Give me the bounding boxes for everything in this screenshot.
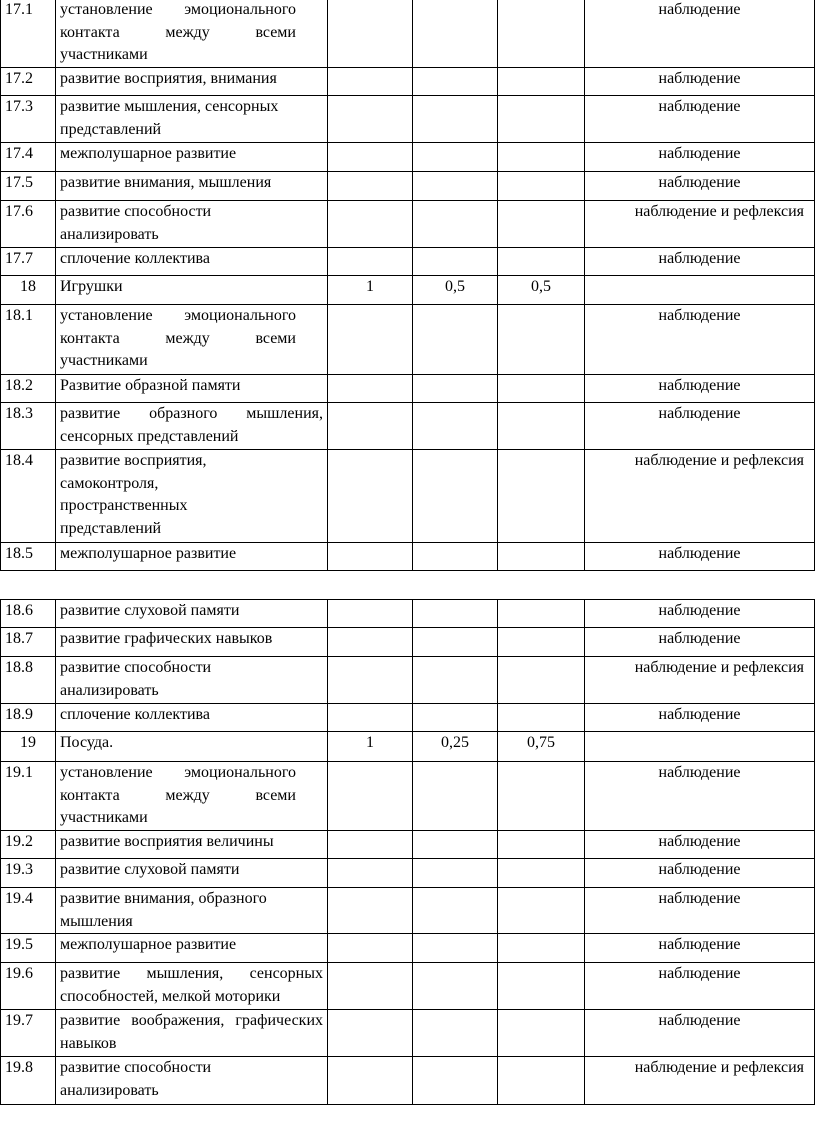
total-hours-cell <box>328 628 413 657</box>
row-topic-text: развитие способности анализировать <box>60 1059 212 1099</box>
practice-hours-cell <box>498 1057 585 1105</box>
row-topic-text: развитие способности анализировать <box>60 203 212 243</box>
row-topic: развитие восприятия величины <box>56 831 328 859</box>
control-form-cell: наблюдение <box>585 0 815 68</box>
row-topic <box>56 201 328 248</box>
row-topic <box>56 762 328 831</box>
practice-hours-cell <box>498 628 585 657</box>
row-topic-text: установление эмоционального контакта между всеми участниками <box>60 307 296 369</box>
theory-hours-cell <box>413 1010 498 1057</box>
control-form-cell: наблюдение и рефлексия <box>585 1057 815 1105</box>
control-form-cell: наблюдение <box>585 172 815 201</box>
total-hours-cell <box>328 201 413 248</box>
row-topic <box>56 1010 328 1057</box>
total-hours-cell: 1 <box>328 276 413 305</box>
total-hours-cell <box>328 375 413 403</box>
program-table-part-2 <box>0 599 815 1105</box>
table-row <box>1 305 815 375</box>
table-row <box>1 888 815 934</box>
control-form-cell: наблюдение и рефлексия <box>585 450 815 543</box>
control-form-cell: наблюдение <box>585 403 815 450</box>
theory-hours-cell <box>413 600 498 628</box>
row-number: 19.7 <box>1 1010 56 1057</box>
row-topic-text: установление эмоционального контакта между всеми участниками <box>60 1 296 63</box>
theory-hours-cell <box>413 934 498 963</box>
table-row <box>1 934 815 963</box>
table-row <box>1 963 815 1010</box>
table-row <box>1 831 815 859</box>
row-number: 19.4 <box>1 888 56 934</box>
table-row <box>1 1057 815 1105</box>
practice-hours-cell <box>498 963 585 1010</box>
control-form-cell: наблюдение <box>585 375 815 403</box>
practice-hours-cell <box>498 172 585 201</box>
practice-hours-cell: 0,75 <box>498 732 585 762</box>
row-topic <box>56 0 328 68</box>
control-form-cell: наблюдение <box>585 934 815 963</box>
control-form-cell: наблюдение <box>585 305 815 375</box>
total-hours-cell <box>328 248 413 276</box>
row-topic: Развитие образной памяти <box>56 375 328 403</box>
row-number: 17.5 <box>1 172 56 201</box>
theory-hours-cell <box>413 450 498 543</box>
table-row <box>1 859 815 888</box>
control-form-cell: наблюдение <box>585 704 815 732</box>
row-number: 18 <box>1 276 56 305</box>
row-topic: развитие мышления, сенсорных способностей, мелкой моторики <box>56 963 328 1010</box>
theory-hours-cell <box>413 657 498 704</box>
control-form-cell: наблюдение <box>585 628 815 657</box>
row-topic: развитие восприятия, внимания <box>56 68 328 96</box>
practice-hours-cell <box>498 762 585 831</box>
practice-hours-cell <box>498 831 585 859</box>
row-topic-text: установление эмоционального контакта между всеми участниками <box>60 764 296 826</box>
table-row <box>1 403 815 450</box>
total-hours-cell <box>328 450 413 543</box>
table-row-section <box>1 276 815 305</box>
total-hours-cell <box>328 888 413 934</box>
row-number: 18.7 <box>1 628 56 657</box>
theory-hours-cell <box>413 831 498 859</box>
row-number: 17.3 <box>1 96 56 143</box>
control-form-cell: наблюдение <box>585 963 815 1010</box>
total-hours-cell <box>328 934 413 963</box>
total-hours-cell <box>328 0 413 68</box>
total-hours-cell <box>328 704 413 732</box>
total-hours-cell <box>328 1057 413 1105</box>
theory-hours-cell <box>413 762 498 831</box>
table-row <box>1 704 815 732</box>
row-number: 18.1 <box>1 305 56 375</box>
row-topic: развитие внимания, мышления <box>56 172 328 201</box>
row-topic <box>56 657 328 704</box>
row-topic: Игрушки <box>56 276 328 305</box>
row-topic: межполушарное развитие <box>56 543 328 571</box>
total-hours-cell <box>328 1010 413 1057</box>
table-row <box>1 201 815 248</box>
table-row <box>1 172 815 201</box>
theory-hours-cell <box>413 172 498 201</box>
table-row-section <box>1 732 815 762</box>
theory-hours-cell <box>413 68 498 96</box>
table-row <box>1 657 815 704</box>
theory-hours-cell: 0,25 <box>413 732 498 762</box>
total-hours-cell <box>328 762 413 831</box>
total-hours-cell <box>328 543 413 571</box>
theory-hours-cell <box>413 1057 498 1105</box>
total-hours-cell <box>328 143 413 172</box>
total-hours-cell <box>328 657 413 704</box>
practice-hours-cell <box>498 859 585 888</box>
theory-hours-cell <box>413 248 498 276</box>
theory-hours-cell <box>413 0 498 68</box>
row-topic-text: развитие мышления, сенсорных представлений <box>60 98 279 138</box>
practice-hours-cell: 0,5 <box>498 276 585 305</box>
row-topic: Посуда. <box>56 732 328 762</box>
practice-hours-cell <box>498 934 585 963</box>
theory-hours-cell <box>413 96 498 143</box>
practice-hours-cell <box>498 450 585 543</box>
practice-hours-cell <box>498 96 585 143</box>
row-topic: развитие слуховой памяти <box>56 600 328 628</box>
table-row <box>1 762 815 831</box>
control-form-cell: наблюдение <box>585 888 815 934</box>
practice-hours-cell <box>498 305 585 375</box>
theory-hours-cell <box>413 628 498 657</box>
total-hours-cell <box>328 172 413 201</box>
row-number: 18.8 <box>1 657 56 704</box>
practice-hours-cell <box>498 248 585 276</box>
table-row <box>1 96 815 143</box>
practice-hours-cell <box>498 888 585 934</box>
row-number: 17.2 <box>1 68 56 96</box>
control-form-cell: наблюдение <box>585 96 815 143</box>
row-topic: межполушарное развитие <box>56 934 328 963</box>
row-number: 18.5 <box>1 543 56 571</box>
practice-hours-cell <box>498 704 585 732</box>
control-form-cell: наблюдение <box>585 831 815 859</box>
table-row <box>1 375 815 403</box>
theory-hours-cell <box>413 704 498 732</box>
theory-hours-cell <box>413 305 498 375</box>
total-hours-cell <box>328 403 413 450</box>
control-form-cell: наблюдение <box>585 762 815 831</box>
control-form-cell: наблюдение <box>585 68 815 96</box>
control-form-cell: наблюдение <box>585 600 815 628</box>
row-number: 19.3 <box>1 859 56 888</box>
practice-hours-cell <box>498 1010 585 1057</box>
row-topic: развитие слуховой памяти <box>56 859 328 888</box>
total-hours-cell: 1 <box>328 732 413 762</box>
table-row <box>1 248 815 276</box>
row-number: 18.3 <box>1 403 56 450</box>
theory-hours-cell <box>413 143 498 172</box>
row-number: 19.1 <box>1 762 56 831</box>
row-topic: сплочение коллектива <box>56 248 328 276</box>
theory-hours-cell <box>413 403 498 450</box>
practice-hours-cell <box>498 657 585 704</box>
row-topic <box>56 1057 328 1105</box>
row-number: 18.6 <box>1 600 56 628</box>
theory-hours-cell: 0,5 <box>413 276 498 305</box>
row-number: 17.7 <box>1 248 56 276</box>
practice-hours-cell <box>498 600 585 628</box>
row-number: 19 <box>1 732 56 762</box>
theory-hours-cell <box>413 375 498 403</box>
total-hours-cell <box>328 859 413 888</box>
control-form-cell: наблюдение <box>585 143 815 172</box>
total-hours-cell <box>328 305 413 375</box>
total-hours-cell <box>328 68 413 96</box>
row-topic: сплочение коллектива <box>56 704 328 732</box>
row-number: 17.4 <box>1 143 56 172</box>
table-row <box>1 0 815 68</box>
control-form-cell: наблюдение и рефлексия <box>585 201 815 248</box>
theory-hours-cell <box>413 201 498 248</box>
practice-hours-cell <box>498 68 585 96</box>
table-row <box>1 543 815 571</box>
total-hours-cell <box>328 600 413 628</box>
row-topic <box>56 305 328 375</box>
row-number: 18.4 <box>1 450 56 543</box>
row-number: 19.6 <box>1 963 56 1010</box>
row-number: 19.8 <box>1 1057 56 1105</box>
row-number: 19.5 <box>1 934 56 963</box>
row-topic: межполушарное развитие <box>56 143 328 172</box>
practice-hours-cell <box>498 0 585 68</box>
row-topic-text: развитие восприятия, самоконтроля, пространственных представлений <box>60 452 207 537</box>
row-number: 17.1 <box>1 0 56 68</box>
theory-hours-cell <box>413 888 498 934</box>
table-row <box>1 1010 815 1057</box>
theory-hours-cell <box>413 543 498 571</box>
row-topic <box>56 96 328 143</box>
row-topic-text: развитие воображения, графических навыков <box>60 1012 323 1052</box>
practice-hours-cell <box>498 201 585 248</box>
row-topic: развитие образного мышления, сенсорных представлений <box>56 403 328 450</box>
total-hours-cell <box>328 963 413 1010</box>
row-number: 18.2 <box>1 375 56 403</box>
total-hours-cell <box>328 96 413 143</box>
table-row <box>1 600 815 628</box>
control-form-cell: наблюдение <box>585 248 815 276</box>
total-hours-cell <box>328 831 413 859</box>
row-topic: развитие внимания, образного мышления <box>56 888 328 934</box>
practice-hours-cell <box>498 375 585 403</box>
control-form-cell <box>585 276 815 305</box>
practice-hours-cell <box>498 403 585 450</box>
row-topic: развитие графических навыков <box>56 628 328 657</box>
row-topic <box>56 450 328 543</box>
table-row <box>1 143 815 172</box>
row-number: 18.9 <box>1 704 56 732</box>
row-number: 17.6 <box>1 201 56 248</box>
practice-hours-cell <box>498 143 585 172</box>
control-form-cell: наблюдение <box>585 1010 815 1057</box>
theory-hours-cell <box>413 963 498 1010</box>
table-row <box>1 450 815 543</box>
row-number: 19.2 <box>1 831 56 859</box>
theory-hours-cell <box>413 859 498 888</box>
control-form-cell: наблюдение и рефлексия <box>585 657 815 704</box>
control-form-cell <box>585 732 815 762</box>
row-topic-text: развитие способности анализировать <box>60 659 212 699</box>
control-form-cell: наблюдение <box>585 859 815 888</box>
practice-hours-cell <box>498 543 585 571</box>
table-row <box>1 68 815 96</box>
table-row <box>1 628 815 657</box>
control-form-cell: наблюдение <box>585 543 815 571</box>
